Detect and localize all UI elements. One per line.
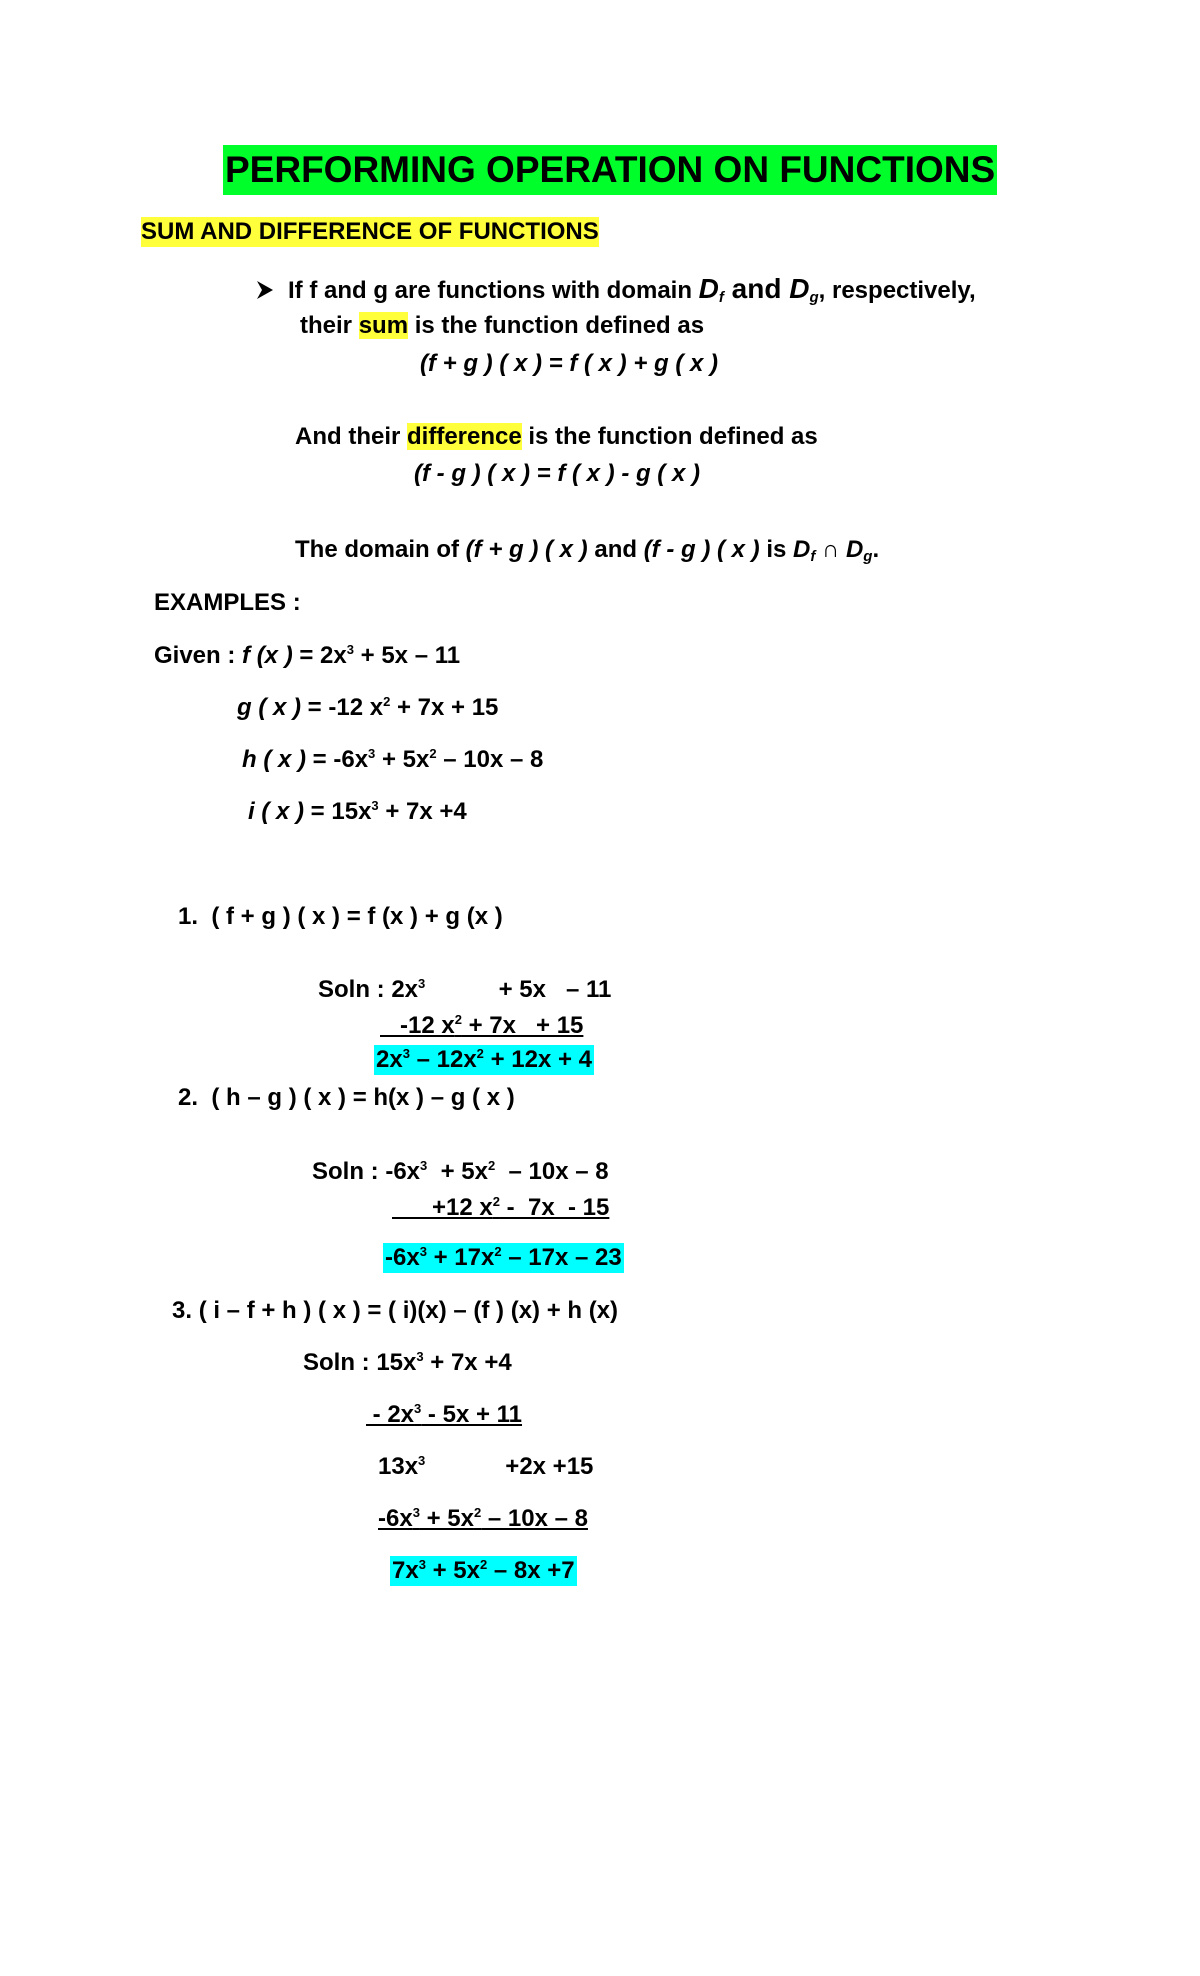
example-3-answer: $7x^3 + 5x^2 - 8x +7$	[392, 1557, 575, 1584]
sum-highlight: sum	[358, 312, 409, 339]
given-i: i ( x ) = $15x^3 + 7x +4$	[248, 798, 467, 825]
example-2-soln-line-1: Soln : $-6x^3 + 5x^2 - 10x - 8$	[312, 1158, 609, 1185]
given-h: h ( x ) = $-6x^3 + 5x^2 - 10x - 8$	[242, 746, 544, 773]
sum-formula: (f + g ) ( x ) = f ( x ) + g ( x )	[420, 350, 719, 377]
example-3-soln-line-2: - $2x^3 - 5x + 11$	[366, 1401, 523, 1428]
example-1-soln-line-1: Soln : $2x^3$ + 5x – 11	[318, 976, 612, 1003]
given-f: Given : f (x ) = $2x^3 + 5x - 11$	[154, 642, 461, 669]
difference-highlight: difference	[407, 423, 522, 450]
example-2-heading: 2. ( h – g ) ( x ) = h(x ) – g ( x )	[178, 1084, 515, 1111]
example-3-soln-line-1: Soln : $15x^3 + 7x +4$	[303, 1349, 512, 1376]
example-1-heading: 1. ( f + g ) ( x ) = f (x ) + g (x )	[178, 903, 503, 930]
arrowhead-bullet-icon	[256, 280, 274, 300]
definition-line-1: If f and g are functions with domain $D_f$ and $D_g$, respectively,	[256, 274, 976, 306]
given-g: g ( x ) = -12 $x^2 + 7x + 15$	[237, 694, 499, 721]
page-title: PERFORMING OPERATION ON FUNCTIONS	[223, 145, 997, 195]
example-3-heading: 3. ( i – f + h ) ( x ) = ( i)(x) – (f ) (x) + h (x)	[172, 1297, 619, 1324]
definition-line-2: their sum is the function defined as	[300, 312, 705, 339]
example-3-soln-line-3: $13x^3$ +2x +15	[378, 1453, 594, 1480]
example-2-soln-line-2: +12 $x^2 - 7x - 15$	[392, 1194, 610, 1221]
section-heading: SUM AND DIFFERENCE OF FUNCTIONS	[141, 218, 599, 245]
examples-label: EXAMPLES :	[154, 589, 301, 616]
domain-statement: The domain of (f + g ) ( x ) and (f - g ) ( x ) is $D_f$ ∩ $D_g$.	[295, 536, 880, 565]
difference-formula: (f - g ) ( x ) = f ( x ) - g ( x )	[414, 460, 700, 487]
example-3-soln-line-4: $-6x^3 + 5x^2 - 10x - 8$	[378, 1505, 588, 1532]
example-1-answer: $2x^3 - 12x^2 + 12x + 4$	[376, 1046, 592, 1073]
example-1-soln-line-2: -12 $x^2 + 7x + 15$	[380, 1012, 584, 1039]
definition-line-3: And their difference is the function defined as	[295, 423, 818, 450]
example-2-answer: $-6x^3 + 17x^2 - 17x - 23$	[385, 1244, 622, 1271]
